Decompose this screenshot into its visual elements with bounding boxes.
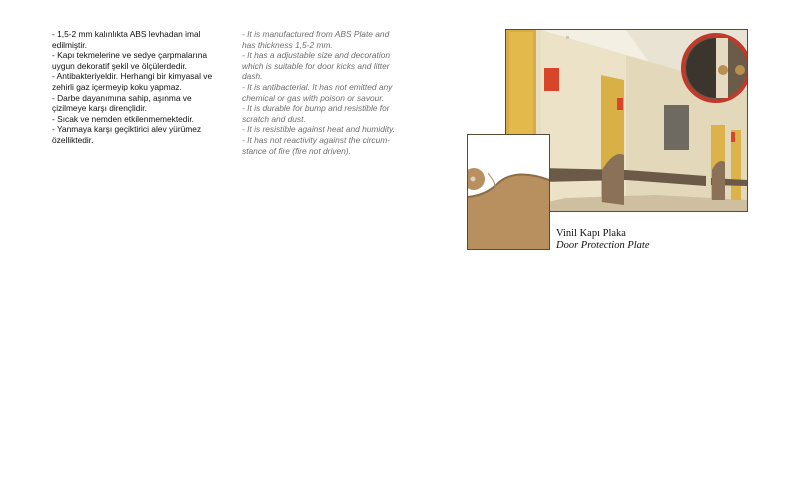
english-text-line: - It is manufactured from ABS Plate and: [242, 29, 390, 39]
english-text-line: - It is durable for bump and resistible for: [242, 103, 390, 114]
turkish-text-line: - Darbe dayanımına sahip, aşınma ve: [52, 92, 192, 103]
caption-title-en: Door Protection Plate: [556, 240, 650, 251]
turkish-text-line: zehirli gaz içermeyip koku yapmaz.: [52, 81, 182, 92]
turkish-text-line: - Sıcak ve nemden etkilenmemektedir.: [52, 113, 194, 124]
plate-sample-image: [467, 134, 550, 250]
turkish-text-line: edilmiştir.: [52, 39, 87, 50]
caption-title-tr: Vinil Kapı Plaka: [556, 228, 626, 239]
turkish-text-line: özelliktedir.: [52, 134, 94, 145]
turkish-text-line: - Kapı tekmelerine ve sedye çarpmalarına: [52, 50, 208, 61]
english-description: [242, 29, 422, 156]
english-text-line: - It has not reactivity against the circum-: [242, 134, 391, 145]
english-text-line: stance of fire (fire not driven).: [242, 145, 351, 156]
turkish-text-line: uygun dekoratif şekil ve ölçülerdedir.: [52, 60, 188, 71]
turkish-text-line: çizilmeye karşı dirençlidir.: [52, 103, 147, 114]
turkish-description: [52, 29, 232, 146]
english-text-line: has thickness 1,5-2 mm.: [242, 39, 333, 50]
english-text-line: chemical or gas with poison or savour.: [242, 92, 385, 103]
turkish-text-line: - 1,5-2 mm kalınlıkta ABS levhadan imal: [52, 29, 201, 39]
english-text-line: dash.: [242, 71, 263, 82]
english-text-line: - It is antibacterial. It has not emitted any: [242, 81, 393, 92]
turkish-text-line: - Antibakteriyeldir. Herhangi bir kimyasal ve: [52, 71, 213, 82]
english-text-line: - It is resistible against heat and humidity.: [242, 124, 395, 135]
english-text-line: - It has a adjustable size and decoration: [242, 50, 391, 61]
turkish-text-line: - Yanmaya karşı geçiktirici alev yürümez: [52, 124, 202, 135]
english-text-line: which is suitable for door kicks and litter: [242, 60, 390, 71]
english-text-line: scratch and dust.: [242, 113, 306, 124]
